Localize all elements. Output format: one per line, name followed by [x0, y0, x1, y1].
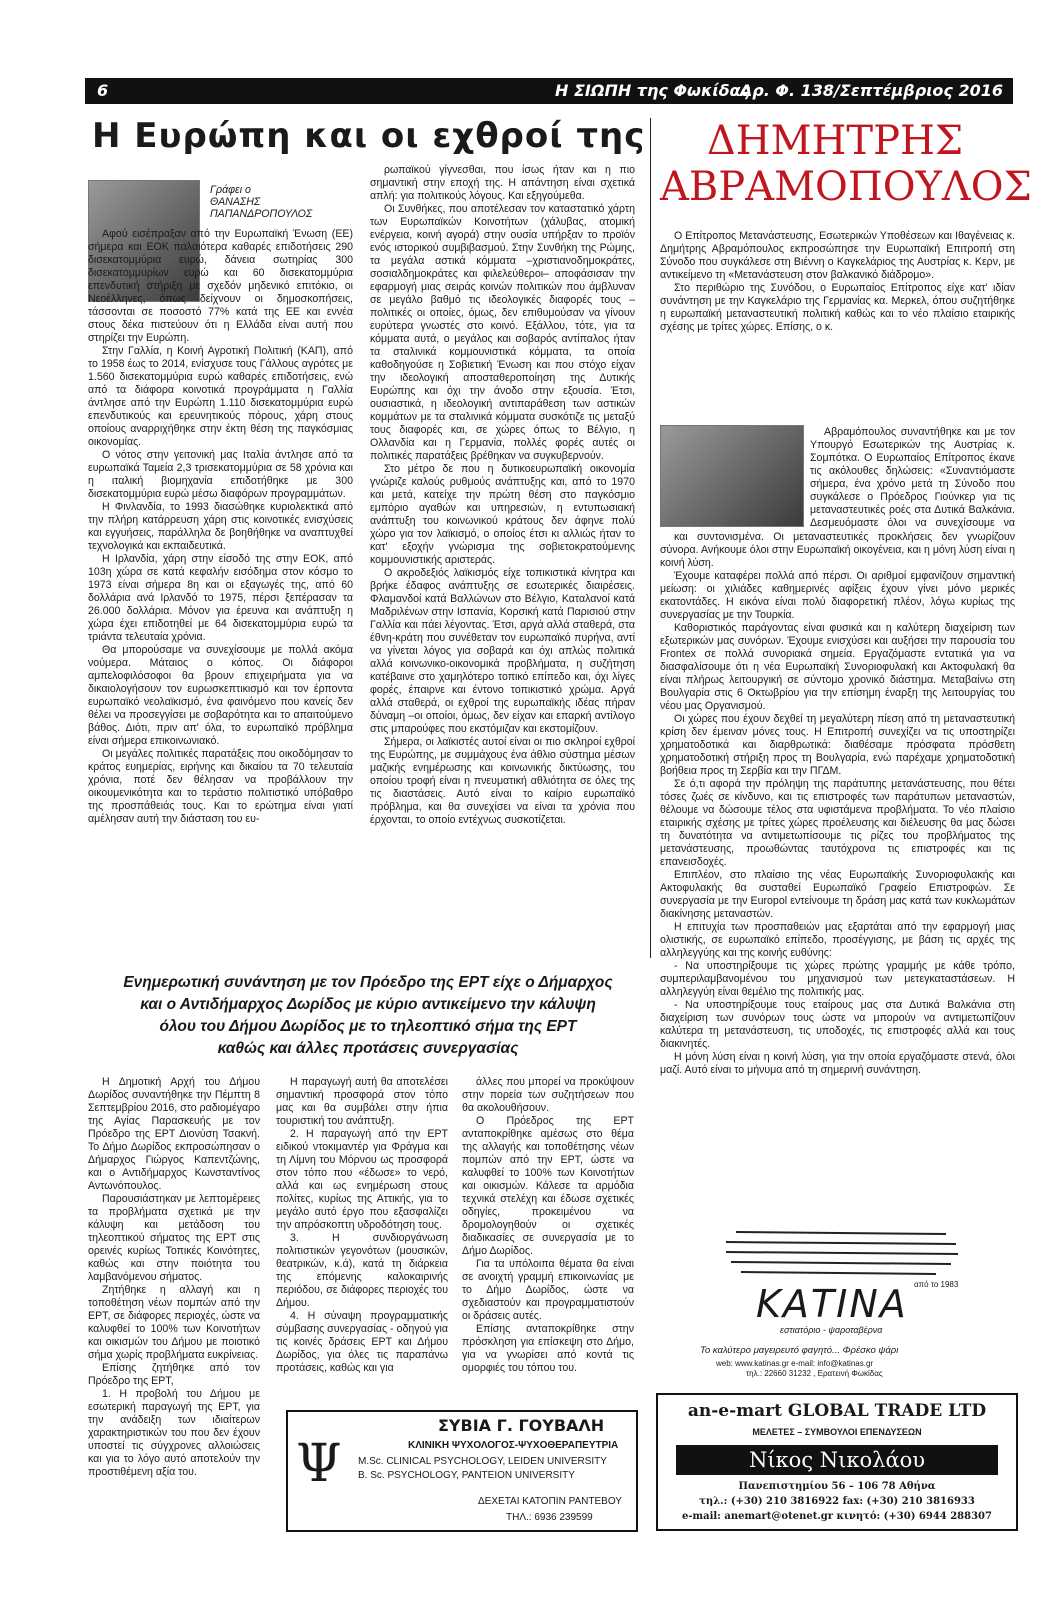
paragraph: Σήμερα, οι λαϊκιστές αυτοί είναι οι πιο σκληροί εχθροί της Ευρώπης, με συμμάχους ένα άθλιο σύστημα μέσων μαζικής ενημέρωσης και κοινωνικής δικτύωσης, του οποίου τροφή είναι η πνευματική αθλιότητα σε όλες της τις διαστάσεις. Αυτό είναι το καίριο ευρωπαϊκό πρόβλημα, και θα συνεχίσει να είναι τα χρόνια που έρχονται, το οποίο εντέχνως συσκοτίζεται. — [370, 736, 635, 826]
psychologist-name: ΣΥΒΙΑ Γ. ΓΟΥΒΑΛΗ — [438, 1416, 605, 1435]
paragraph: - Να υποστηρίξουμε τις χώρες πρώτης γραμμής με κάθε τρόπο, συμπεριλαμβανομένου του μηχανισμού των μετεγκαταστάσεων. Η αλληλεγγύη είναι θεμέλιο της πολιτικής μας. — [660, 960, 1015, 998]
company-email: e-mail: anemart@otenet.gr κινητό: (+30) 6944 288307 — [682, 1511, 992, 1522]
headline-line-4: καθώς και άλλες προτάσεις συνεργασίας — [217, 1040, 519, 1057]
paragraph: Η επιτυχία των προσπαθειών μας εξαρτάται από την εφαρμογή μιας ολιστικής, σε ευρωπαϊκό επίπεδο, προσέγγισης, με βάση τις αρχές της αλληλεγγύης και της κοινής ευθύνης: — [660, 921, 1015, 959]
paragraph: Ο Πρόεδρος της ΕΡΤ ανταποκρίθηκε αμέσως στο θέμα της αλλαγής και τοποθέτησης νέων πομπών από την ΕΡΤ, ώστε να καλυφθεί το 100% των Κοινοτήτων και οικισμών. Κάλεσε τα αρμόδια τεχνικά στελέχη και έδωσε σχετικές οδηγίες, προκειμένου να δρομολογηθούν οι σχετικές διαδικασίες σε συνεργασία με το Δήμο Δωρίδος. — [462, 1115, 634, 1257]
article1-title: Η Ευρώπη και οι εχθροί της — [92, 116, 646, 156]
article3-column-3 — [462, 1076, 634, 1376]
paragraph: Επίσης ζητήθηκε από τον Πρόεδρο της ΕΡΤ, — [88, 1362, 260, 1387]
katina-slogan: Το καλύτερο μαγειρευτό φαγητό... Φρέσκο ψάρι — [700, 1345, 899, 1356]
paragraph: Οι χώρες που έχουν δεχθεί τη μεγαλύτερη πίεση από τη μεταναστευτική κρίση δεν έμειναν μόνες τους. Η Επιτροπή συνεχίζει να τις υποστηρίζει χρηματοδοτικά και διαρθρωτικά: διαθέσαμε πρόσφατα πρόσθετη χρηματοδοτική στήριξη προς τη Βουλγαρία, ενώ παρέχαμε χρηματοδοτική βοήθεια προς τη Σερβία και την ΠΓΔΜ. — [660, 713, 1015, 777]
article2-beside-photo — [810, 426, 1015, 530]
paragraph: 3. Η συνδιοργάνωση πολιτιστικών γεγονότων (μουσικών, θεατρικών, κ.ά), κατά τη διάρκεια της επόμενης καλοκαιρινής περιόδου, σε διάφορες περιοχές του Δήμου. — [276, 1232, 448, 1309]
paragraph: Οι μεγάλες πολιτικές παρατάξεις που οικοδόμησαν το κράτος ευημερίας, ειρήνης και δικαίου τα 70 τελευταία χρόνια, ποτέ δεν θέλησαν να προβάλλουν την οικουμενικότητα και το τεράστιο πολιτιστικό υπόβαθρο της προσπάθειάς τους. Και το ερώτημα είναι γιατί αμέλησαν αυτή την διάσταση του ευ- — [88, 748, 353, 825]
paragraph: Η παραγωγή αυτή θα αποτελέσει σημαντική προσφορά στον τόπο μας και θα συμβάλει στην ήπια τουριστική του ανάπτυξη. — [276, 1076, 448, 1127]
paragraph: Έχουμε καταφέρει πολλά από πέρσι. Οι αριθμοί εμφανίζουν σημαντική μείωση: οι χιλιάδες καθημερινές αφίξεις έχουν γίνει μόνο μερικές εκατοντάδες. Η εικόνα είναι πολύ διαφορετική πλέον, λόγω κυρίως της συνεργασίας με την Τουρκία. — [660, 570, 1015, 621]
company-name: an-e-mart GLOBAL TRADE LTD — [687, 1401, 987, 1421]
article3-headline — [88, 972, 648, 1060]
paragraph: Για τα υπόλοιπα θέματα θα είναι σε ανοιχτή γραμμή επικοινωνίας με το Δήμο Δωρίδος, ώστε να σχεδιαστούν και προγραμματιστούν οι δράσεις αυτές. — [462, 1258, 634, 1322]
title-line-2: ΑΒΡΑΜΟΠΟΥΛΟΣ — [660, 164, 1032, 210]
company-address: Πανεπιστημίου 56 – 106 78 Αθήνα — [738, 1481, 936, 1492]
paragraph: Η Φινλανδία, το 1993 διασώθηκε κυριολεκτικά από την πλήρη κατάρρευση χάρη στις κοινοτικές ενισχύσεις και εγγυήσεις, παράλληλα δε βοηθήθηκε να αναπτυχθεί τεχνολογικά και εκπαιδευτικά. — [88, 501, 353, 552]
company-phones: τηλ.: (+30) 210 3816922 fax: (+30) 210 3816933 — [699, 1496, 975, 1507]
paragraph: Ο ακροδεξιός λαϊκισμός είχε τοπικιστικά κίνητρα και βρήκε έδαφος ανάπτυξης σε εσωτερικές διαιρέσεις. Φλαμανδοί κατά Βαλλώνων στο Βέλγιο, Καταλανοί κατά Μαδριλένων στην Ισπανία, Κορσική κατά Παρισιού στην Γαλλία και πάει λέγοντας. Έτσι, αργά αλλά σταθερά, στα έθνη-κράτη που συνέθεταν τον ευρωπαϊκό πυρήνα, αντί να γίνεται λόγος για σοβαρά και όχι απλώς πολιτικά αλλά κοινωνικο-οικονομικά προβλήματα, η συζήτηση κατέβαινε στο χαμηλότερο τοπικό επίπεδο και, όχι λίγες φορές, έπαιρνε και έντονο τοπικιστικό χρώμα. Αργά αλλά σταθερά, οι εχθροί της ευρωπαϊκής ιδέας πήραν δύναμη –οι οποίοι, όμως, δεν είχαν και επαρκή αντίλογο στις μπαρούφες που εκστόμιζαν και εκστομίζουν. — [370, 567, 635, 735]
paragraph: Σε ό,τι αφορά την πρόληψη της παράτυπης μετανάστευσης, που θέτει τόσες ζωές σε κίνδυνο, και τις επιστροφές των παράτυπων μεταναστών, θέλουμε να δώσουμε τέλος στα υφιστάμενα προβλήματα. Το νέο πλαίσιο εταιρικής σχέσης με τρίτες χώρες προέλευσης και διέλευσης θα μας δώσει τη δυνατότητα να αντιμετωπίσουμε τις ρίζες του προβλήματος της μετανάστευσης, προωθώντας ταυτόχρονα τις επιστροφές και τις επανεισδοχές. — [660, 778, 1015, 868]
psychologist-title: ΚΛΙΝΙΚΗ ΨΥΧΟΛΟΓΟΣ-ΨΥΧΟΘΕΡΑΠΕΥΤΡΙΑ — [408, 1440, 619, 1451]
paragraph: Θα μπορούσαμε να συνεχίσουμε με πολλά ακόμα νούμερα. Μάταιος ο κόπος. Οι διάφοροι αμπελοφιλόσοφοι θα βρουν επιχειρήματα για να δικαιολογήσουν τον ευρωσκεπτικισμό και τον έρποντα ευρωπαϊκό νεολαϊκισμό, ένα φαινόμενο που κανείς δεν θέλει να προσεγγίσει με σοβαρότητα και το απαιτούμενο βάθος. Διότι, πριν απ' όλα, το ευρωπαϊκό πρόβλημα είναι σήμερα επικοινωνιακό. — [88, 644, 353, 747]
newspaper-name: Η ΣΙΩΠΗ της Φωκίδας — [555, 81, 751, 100]
paragraph: Επιπλέον, στο πλαίσιο της νέας Ευρωπαϊκής Συνοριοφυλακής και Ακτοφυλακής θα συσταθεί Ευρωπαϊκό Γραφείο Επιστροφών. Σε συνεργασία με την Europol εντείνουμε τη δράση μας κατά των κυκλωμάτων διακίνησης μεταναστών. — [660, 869, 1015, 920]
article2-body — [660, 531, 1015, 1203]
article3-column-2 — [276, 1076, 448, 1416]
paragraph: Ζητήθηκε η αλλαγή και η τοποθέτηση νέων πομπών από την ΕΡΤ, σε διάφορες περιοχές, ώστε να καλυφθεί το 100% των Κοινοτήτων και οικισμών του Δήμου με ποιοτικό σήμα χωρίς προβλήματα ευκρίνειας. — [88, 1284, 260, 1361]
paragraph: Επίσης ανταποκρίθηκε στην πρόσκληση για επίσκεψη στο Δήμο, για να γνωρίσει από κοντά τις ομορφιές του τόπου του. — [462, 1323, 634, 1374]
katina-web: web: www.katinas.gr e-mail: info@katinas.gr — [716, 1359, 874, 1368]
page-number: 6 — [97, 81, 109, 100]
paragraph: και συντονισμένα. Οι μεταναστευτικές προκλήσεις δεν γνωρίζουν σύνορα. Ανήκουμε όλοι στην Ευρωπαϊκή οικογένεια, και η μόνη λύση είναι η κοινή λύση. — [660, 531, 1015, 569]
katina-name: ΚΑΤΙΝΑ — [756, 1282, 908, 1326]
headline-line-1: Ενημερωτική συνάντηση με τον Πρόεδρο της ΕΡΤ είχε ο Δήμαρχος — [123, 974, 613, 991]
article1-column-1 — [88, 228, 353, 958]
paragraph: - Να υποστηρίξουμε τους εταίρους μας στα Δυτικά Βαλκάνια στη διαχείριση των συνόρων τους ώστε να μπορούν να αντιμετωπίζουν καλύτερα τη μετανάστευση, τις υποδοχές, τις επιστροφές αλλά και τους διακινητές. — [660, 999, 1015, 1050]
appointment-note: ΔΕΧΕΤΑΙ ΚΑΤΟΠΙΝ ΡΑΝΤΕΒΟΥ — [478, 1496, 622, 1507]
paragraph: Η μόνη λύση είναι η κοινή λύση, για την οποία εργαζόμαστε στενά, όλοι μαζί. Αυτό είναι το μήνυμα από τη σημερινή συνάντηση. — [660, 1051, 1015, 1076]
contact-person: Νίκος Νικολάου — [676, 1445, 998, 1475]
katina-phone: τηλ.: 22660 31232 , Ερατεινή Φωκίδας — [746, 1369, 883, 1378]
headline-line-3: όλου του Δήμου Δωρίδος με το τηλεοπτικό σήμα της ΕΡΤ — [159, 1018, 577, 1035]
paragraph: Καθοριστικός παράγοντας είναι φυσικά και η καλύτερη διαχείριση των εξωτερικών μας συνόρων. Έχουμε ενισχύσει και αυξήσει την παρουσία του Frontex σε πολλά συνοριακά σημεία. Εργαζόμαστε εντατικά για να διασφαλίσουμε ότι η νέα Ευρωπαϊκή Συνοριοφυλακή και Ακτοφυλακή θα είναι πλήρως λειτουργική σε σύντομο χρονικό διάστημα. Μεταβαίνω στη Βουλγαρία στις 6 Οκτωβρίου για την επίσημη έναρξη της λειτουργίας του νέου μας Οργανισμού. — [660, 622, 1015, 712]
paragraph: Η Ιρλανδία, χάρη στην είσοδό της στην ΕΟΚ, από 103η χώρα σε κατά κεφαλήν εισόδημα στον κόσμο το 1973 είναι σήμερα 8η και οι εξαγωγές της, από 60 δολλάρια ανά Ιρλανδό το 1975, πέρσι ξεπέρασαν τα 26.000 δολλάρια. Μόνον για έρευνα και ανάπτυξη η χώρα έχει επιδοτηθεί με 64 δισεκατομμύρια ευρώ τα τριάντα τελευταία χρόνια. — [88, 553, 353, 643]
katina-since: από το 1983 — [914, 1280, 959, 1289]
commissioner-photo — [660, 425, 804, 527]
article2-intro — [660, 230, 1015, 426]
global-trade-ad — [656, 1393, 1018, 1531]
column-divider — [650, 118, 651, 958]
author-first-name: ΘΑΝΑΣΗΣ — [210, 196, 261, 208]
psychologist-ad — [286, 1410, 638, 1532]
article2-title — [660, 118, 1032, 210]
katina-ad — [696, 1212, 982, 1378]
paragraph: άλλες που μπορεί να προκύψουν στην πορεία των συζητήσεων που θα ακολουθήσουν. — [462, 1076, 634, 1114]
paragraph: Ο νότος στην γειτονική μας Ιταλία άντλησε από τα ευρωπαϊκά Ταμεία 2,3 τρισεκατομμύρια σε 58 χρόνια και η ιταλική βιομηχανία επιδοτήθηκε με 300 δισεκατομμύρια ευρώ μέσω διαφόρων προγραμμάτων. — [88, 449, 353, 500]
title-line-1: ΔΗΜΗΤΡΗΣ — [706, 118, 964, 164]
paragraph: ρωπαϊκού γίγνεσθαι, που ίσως ήταν και η πιο σημαντική στην εποχή της. Η απάντηση είναι σχετικά απλή: για πολιτικούς λόγους. Και εξηγούμεθα. — [370, 164, 635, 202]
paragraph: Η Δημοτική Αρχή του Δήμου Δωρίδος συναντήθηκε την Πέμπτη 8 Σεπτεμβρίου 2016, στο ραδιομέγαρο της Αγίας Παρασκευής με τον Πρόεδρο της ΕΡΤ Διονύση Τσακνή. Το Δήμο Δωρίδος εκπροσώπησαν ο Δήμαρχος Γιώργος Καπεντζώνης, και ο Αντιδήμαρχος Κωνσταντίνος Αντωνόπουλος. — [88, 1076, 260, 1192]
paragraph: Οι Συνθήκες, που αποτέλεσαν τον καταστατικό χάρτη των Ευρωπαϊκών Κοινοτήτων (χάλυβας, ατομική ενέργεια, κοινή αγορά) στην ουσία υπήρξαν το προϊόν ενός ιστορικού συμβιβασμού. Στην Συνθήκη της Ρώμης, τα μεγάλα αστικά κόμματα –χριστιανοδημοκράτες, σοσιαλδημοκράτες και φιλελεύθεροι– αποφάσισαν την εφαρμογή μιας σειράς κοινών πολιτικών που άμβλυναν σε μεγάλο βαθμό τις ιδεολογικές διαφορές τους –πολιτικές οι οποίες, όμως, δεν επιθυμούσαν να γίνουν ευρύτερα γνωστές στο κοινό. Εξάλλου, τότε, για τα κόμματα αυτά, ο μεγάλος και σοβαρός αντίπαλος ήταν τα σταλινικά κομμουνιστικά κόμματα, τα οποία καθοδηγούσε η Σοβιετική Ένωση και που στόχο είχαν την ιδεολογική αποσταθεροποίηση της Δυτικής Ευρώπης και όχι την άνοδο στην εξουσία. Έτσι, ουσιαστικά, η ιδεολογική αντιπαράθεση των αστικών κομμάτων με τα σταλινικά κόμματα συσκότιζε τις μεταξύ τους διαφορές και, σε χώρες όπως το Βέλγιο, η Ολλανδία και η Γερμανία, πολλές φορές αυτές οι πολιτικές παρατάξεις βρέθηκαν να συγκυβερνούν. — [370, 203, 635, 462]
paragraph: 4. Η σύναψη προγραμματικής σύμβασης συνεργασίας - οδηγού για τις κοινές δράσεις ΕΡΤ και Δήμου Δωρίδος, για όλες τις παραπάνω προτάσεις, καθώς και για — [276, 1310, 448, 1374]
author-last-name: ΠΑΠΑΝΔΡΟΠΟΥΛΟΣ — [210, 208, 313, 220]
psi-symbol: Ψ — [296, 1434, 342, 1494]
company-tagline: ΜΕΛΕΤΕΣ – ΣΥΜΒΟΥΛΟΙ ΕΠΕΝΔΥΣΕΩΝ — [752, 1427, 922, 1437]
byline — [210, 184, 350, 220]
paragraph: Στην Γαλλία, η Κοινή Αγροτική Πολιτική (ΚΑΠ), από το 1958 έως το 2014, ενίσχυσε τους Γάλλους αγρότες με 1.560 δισεκατομμύρια ευρώ καθαρές επιδοτήσεις, ενώ από τα διάφορα κοινοτικά προγράμματα η Γαλλία άντλησε από την Ευρώπη 1.110 δισεκατομμύρια ευρώ επενδυτικούς και ερευνητικούς πόρους, χάρη στους οποίους αναρριχήθηκε στην έκτη θέση της παγκόσμιας οικονομίας. — [88, 345, 353, 448]
paragraph: Στο περιθώριο της Συνόδου, ο Ευρωπαίος Επίτροπος είχε κατ' ιδίαν συνάντηση με την Καγκελάριο της Γερμανίας κα. Μερκελ, όπου συζητήθηκε η ευρωπαϊκή μεταναστευτική πολιτική καθώς και το νέο πλαίσιο εταιρικής σχέσης με τρίτες χώρες. Επίσης, ο κ. — [660, 282, 1015, 333]
katina-subtitle: εστιατόριο - ψαροταβέρνα — [780, 1325, 883, 1335]
issue-info: Αρ. Φ. 138/Σεπτέμβριος 2016 — [739, 81, 1003, 100]
paragraph: 2. Η παραγωγή από την ΕΡΤ ειδικού ντοκιμαντέρ για Φράγμα και τη Λίμνη του Μόρνου ως προσφορά στον τόπο που «έδωσε» το νερό, αλλά και ως ενημέρωση στους πολίτες, κυρίως της Αττικής, για το μεγάλο αυτό έργο που εξασφαλίζει την απρόσκοπτη υδροδότηση τους. — [276, 1128, 448, 1231]
article1-column-2 — [370, 164, 635, 958]
degree-1: M.Sc. CLINICAL PSYCHOLOGY, LEIDEN UNIVERSITY — [358, 1456, 607, 1467]
degree-2: B. Sc. PSYCHOLOGY, PANTEION UNIVERSITY — [358, 1470, 575, 1481]
byline-prefix: Γράφει ο — [210, 184, 251, 196]
paragraph: Ο Επίτροπος Μετανάστευσης, Εσωτερικών Υποθέσεων και Ιθαγένειας κ. Δημήτρης Αβραμόπουλος εκπροσώπησε την Ευρωπαϊκή Επιτροπή στη Σύνοδο που συγκάλεσε στη Βιέννη ο Καγκελάριος της Αυστρίας κ. Κερν, με αντικείμενο τη «Μετανάστευση στον βαλκανικό διάδρομο». — [660, 230, 1015, 281]
article3-column-1 — [88, 1076, 260, 1516]
beside-text: Αβραμόπουλος συναντήθηκε και με τον Υπουργό Εσωτερικών της Αυστρίας κ. Σομπότκα. Ο Ευρωπαίος Επίτροπος έκανε τις ακόλουθες δηλώσεις: «Συναντιόμαστε σήμερα, ένα χρόνο μετά τη Σύνοδο που συγκάλεσε ο Πρόεδρος Γιούνκερ για τις μεταναστευτικές ροές στα Δυτικά Βαλκάνια. Δεσμευόμαστε όλοι να συνεχίσουμε να — [810, 426, 1015, 529]
headline-line-2: και ο Αντιδήμαρχος Δωρίδος με κύριο αντικείμενο την κάλυψη — [140, 996, 596, 1013]
page-header — [85, 78, 1013, 104]
paragraph: Στο μέτρο δε που η δυτικοευρωπαϊκή οικονομία γνώριζε καλούς ρυθμούς ανάπτυξης και, από το 1970 και μετά, κατείχε την πρώτη θέση στο παγκόσμιο εμπόριο αγαθών και υπηρεσιών, η εντυπωσιακή ανάπτυξη του κοινωνικού κράτους δεν άφηνε πολύ χώρο για τον λαϊκισμό, ο οποίος έτσι κι αλλιώς ήταν το κατ' εξοχήν γνώρισμα της σοβιετοκρατούμενης κομμουνιστικής αριστεράς. — [370, 463, 635, 566]
paragraph: Αφού εισέπραξαν από την Ευρωπαϊκή Ένωση (ΕΕ) σήμερα και ΕΟΚ παλαιότερα καθαρές επιδοτήσεις 290 δισεκατομμύρια ευρώ, δάνεια σωτηρίας 300 δισεκατομμυρίων ευρώ και 60 δισεκατομμύρια επενδυτική στήριξη με σχεδόν μηδενικό επιτόκιο, οι Νεοέλληνες, όπως δείχνουν οι δημοσκοπήσεις, τάσσονται σε ποσοστό 77% κατά της ΕΕ και εννέα στους δέκα πιστεύουν ότι η Ελλάδα είναι αυτή που στηρίζει την Ευρώπη. — [88, 228, 353, 344]
paragraph: Παρουσιάστηκαν με λεπτομέρειες τα προβλήματα σχετικά με την κάλυψη και μετάδοση του τηλεοπτικού σήματος της ΕΡΤ στις ορεινές κυρίως Τοπικές Κοινότητες, καθώς και στην ποιότητα του λαμβανόμενου σήματος. — [88, 1193, 260, 1283]
paragraph: 1. Η προβολή του Δήμου με εσωτερική παραγωγή της ΕΡΤ, για την ανάδειξη των ιδιαίτερων χαρακτηριστικών του που δεν έχουν υποστεί τις σύγχρονες αλλοιώσεις και για το λόγο αυτό αποτελούν την προστιθέμενη αξία του. — [88, 1388, 260, 1478]
psychologist-phone: ΤΗΛ.: 6936 239599 — [506, 1512, 593, 1523]
